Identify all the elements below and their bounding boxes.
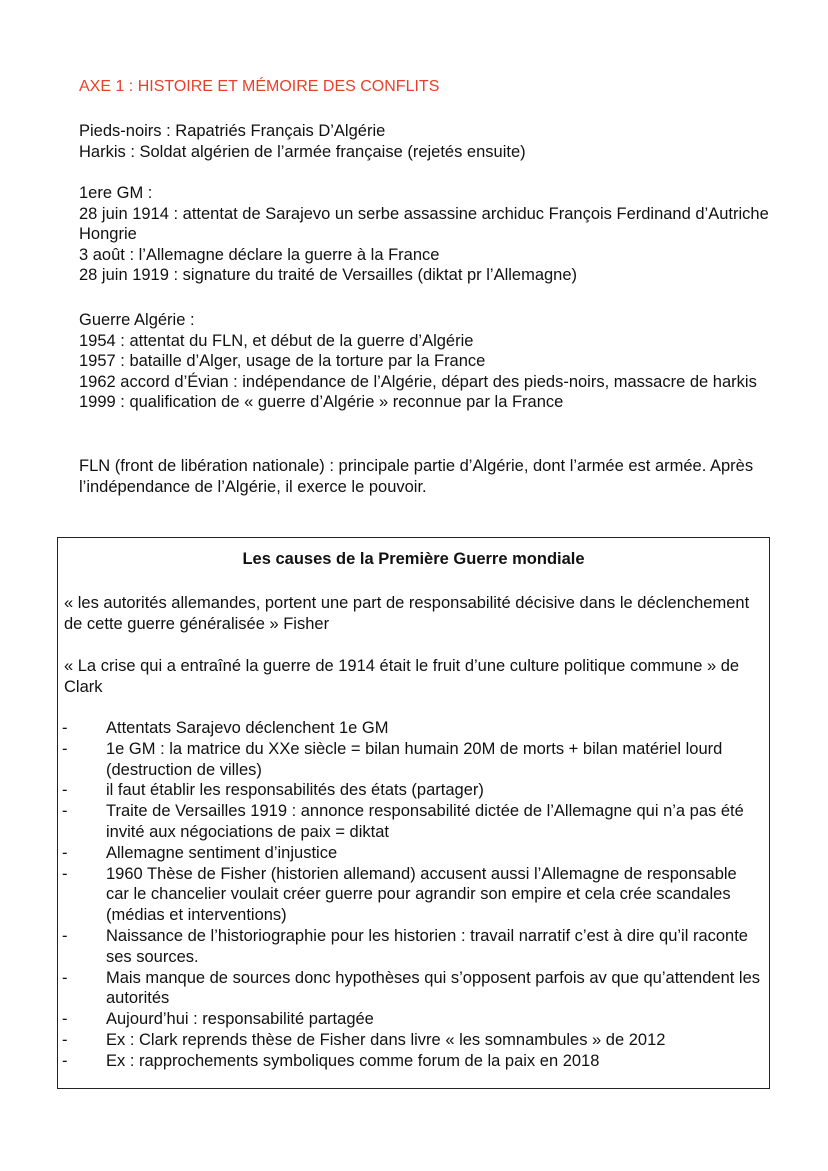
list-item <box>58 739 768 781</box>
bullet-dash: - <box>62 802 68 821</box>
list-item-text: Naissance de l’historiographie pour les historien : travail narratif c’est à dire qu’il raconte ses sources. <box>106 926 748 966</box>
list-item <box>58 780 768 801</box>
ww1-event: 3 août : l’Allemagne déclare la guerre à la France <box>79 245 440 264</box>
list-item-text: Traite de Versailles 1919 : annonce responsabilité dictée de l’Allemagne qui n’a pas été invité aux négociations de paix = diktat <box>106 802 744 841</box>
list-item <box>58 926 768 968</box>
bullet-dash: - <box>62 926 68 945</box>
bullet-dash: - <box>62 1051 68 1070</box>
algeria-event: 1957 : bataille d’Alger, usage de la torture par la France <box>79 352 486 370</box>
bullet-dash: - <box>62 781 68 800</box>
definition-harkis: Harkis : Soldat algérien de l’armée française (rejetés ensuite) <box>79 142 526 161</box>
list-item <box>58 718 768 739</box>
clark-quote: « La crise qui a entraîné la guerre de 1914 était le fruit d’une culture politique commune » de Clark <box>64 657 740 696</box>
list-item <box>58 843 768 864</box>
list-item <box>58 1009 768 1030</box>
algeria-event: 1954 : attentat du FLN, et début de la guerre d’Algérie <box>79 331 474 350</box>
fisher-quote: « les autorités allemandes, portent une part de responsabilité décisive dans le déclenchement de cette guerre généralisée » Fisher <box>64 594 750 633</box>
list-item-text: Allemagne sentiment d’injustice <box>106 843 338 862</box>
list-item-text: Ex : rapprochements symboliques comme forum de la paix en 2018 <box>106 1051 600 1070</box>
causes-box <box>57 537 770 1089</box>
algeria-event: 1962 accord d’Évian : indépendance de l’Algérie, départ des pieds-noirs, massacre de harkis <box>79 372 757 391</box>
list-item-text: il faut établir les responsabilités des états (partager) <box>106 781 484 800</box>
bullet-dash: - <box>62 864 68 883</box>
list-item-text: Attentats Sarajevo déclenchent 1e GM <box>106 719 389 737</box>
algeria-event: 1999 : qualification de « guerre d’Algérie » reconnue par la France <box>79 393 564 411</box>
bullet-dash: - <box>62 739 68 758</box>
list-item-text: 1e GM : la matrice du XXe siècle = bilan humain 20M de morts + bilan matériel lourd (destruction de villes) <box>106 739 723 779</box>
list-item-text: Ex : Clark reprends thèse de Fisher dans livre « les somnambules » de 2012 <box>106 1030 666 1049</box>
box-title: Les causes de la Première Guerre mondiale <box>242 550 585 568</box>
ww1-event: 28 juin 1914 : attentat de Sarajevo un serbe assassine archiduc François Ferdinand d’Autriche Hongrie <box>79 204 769 243</box>
bullet-dash: - <box>62 719 68 737</box>
list-item <box>58 968 768 1010</box>
list-item-text: Mais manque de sources donc hypothèses qui s’opposent parfois av que qu’attendent les autorités <box>106 968 761 1008</box>
page-title: AXE 1 : HISTOIRE ET MÉMOIRE DES CONFLITS <box>79 78 440 95</box>
fln-definition <box>79 456 779 497</box>
list-item <box>58 864 768 926</box>
list-item <box>58 1051 768 1072</box>
list-item-text: Aujourd’hui : responsabilité partagée <box>106 1010 374 1029</box>
definitions <box>79 121 779 162</box>
definition-pieds-noirs: Pieds-noirs : Rapatriés Français D’Algérie <box>79 122 386 140</box>
bullet-dash: - <box>62 1010 68 1029</box>
causes-list <box>58 718 768 1072</box>
ww1-heading: 1ere GM : <box>79 184 153 202</box>
list-item <box>58 1030 768 1051</box>
algeria-heading: Guerre Algérie : <box>79 311 195 329</box>
fln-text: FLN (front de libération nationale) : principale partie d’Algérie, dont l’armée est armée. Après l’indépendance de l’Algérie, il exerce le pouvoir. <box>79 457 754 496</box>
ww1-timeline <box>79 183 779 286</box>
bullet-dash: - <box>62 843 68 862</box>
ww1-event: 28 juin 1919 : signature du traité de Versailles (diktat pr l’Allemagne) <box>79 266 578 284</box>
list-item <box>58 801 768 843</box>
bullet-dash: - <box>62 968 68 987</box>
list-item-text: 1960 Thèse de Fisher (historien allemand) accusent aussi l’Allemagne de responsable car le chancelier voulait créer guerre pour agrandir son empire et cela crée scandales (médias et interventions) <box>106 864 737 925</box>
bullet-dash: - <box>62 1030 68 1049</box>
algeria-timeline <box>79 310 779 413</box>
